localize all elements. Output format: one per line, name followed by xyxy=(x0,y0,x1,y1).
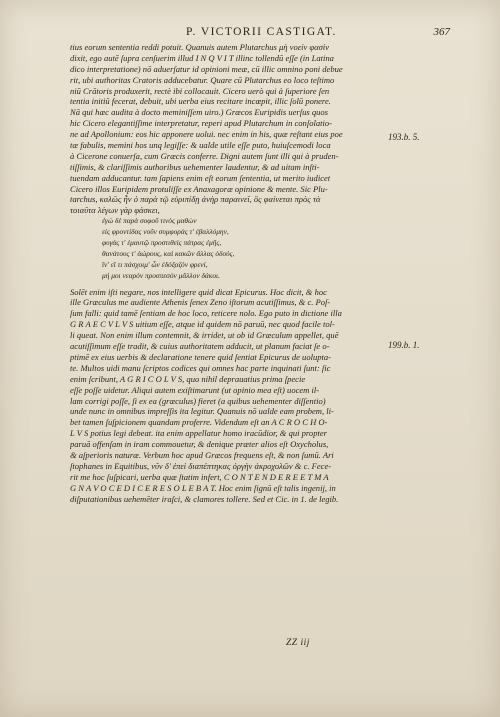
text-line: dixit, ego autē ſupra cenſuerim illud I N Q V I T illinc tollendū eſſe (in Latina xyxy=(70,52,334,63)
text-line: ne ad Apollonium: eos hic apponere uolui. nec enim in his, quæ reſtant eius poe xyxy=(70,129,343,140)
text-line: tarchus, καλῶς ἦν ὁ παρὰ τῷ εὐριπίδῃ ἀνὴρ παραινεῖ, ὃς φαίνεται πρὸς τὰ xyxy=(70,194,321,205)
body-text xyxy=(70,42,384,504)
text-line: unde nunc in omnibus impreſſis ita legitur. Quanuis nō ualde eam probem, li- xyxy=(70,406,334,417)
text-line: tuendam adducantur. tam ſapiens enim eſt eorum ſententia, ut merito iudicet xyxy=(70,172,331,183)
text-line: G N A V O C E D I C E R E S O L E B A T. Hoc enim ſignū eſt talis ingenij, in xyxy=(70,482,336,493)
verse-line: θανάτους τ' ἀώρους, καὶ κακῶν ἄλλας ὁδούς, xyxy=(102,248,235,258)
page-number: 367 xyxy=(433,26,450,38)
text-line: li queat. Non enim illum contemnit, & irridet, ut ob id Græculum appellet, quē xyxy=(70,330,339,341)
text-line: G R A E C V L V S uitium eſſe, atque id quidem nō paruū, nec quod facile tol- xyxy=(70,319,335,330)
text-line: ille Græculus me audiente Athenis ſenex Zeno iſtorum acutiſſimus, & c. Poſ- xyxy=(70,297,331,308)
running-title: P. VICTORII CASTIGAT. xyxy=(186,26,337,38)
text-line: eſſe poſſe uidetur. Aliqui autem exiſtimarunt (ut opinio mea eſt) uocem il- xyxy=(70,384,320,395)
text-line: tiſſimis, & clariſſimis authoribus uehementer laudentur, & ad uitam inſti- xyxy=(70,161,320,172)
margin-reference: 199.b. 1. xyxy=(388,340,420,350)
text-line: Nā qui hæc audita à docto meminiſſem uiro.) Græcos Euripidis uerſus quos xyxy=(70,107,328,118)
text-line: τοιαῦτα λέγων γὰρ φάσκει, xyxy=(70,205,160,216)
text-line: dico interpretatione) nō aduerſatur id opinioni meæ, cū illic omnino poni debue xyxy=(70,63,343,74)
text-line: niū Crātoris produxerit, rectè ibi collocauit. Cicero uerò qui à ſuperiore ſen xyxy=(70,85,330,96)
signature-mark: ZZ iij xyxy=(286,638,310,648)
text-line: tæ fabulis, memini hos unq legiſſe: & ualde utile eſſe puto, huiuſcemodi loca xyxy=(70,140,331,151)
verse-line: φυγάς τ' ἐμαυτῷ προστιθεὶς πάτρας ἐμῆς, xyxy=(102,238,222,248)
verse-line: μή μοι νεαρὸν προσπεσὸν μᾶλλον δάκοι. xyxy=(102,270,220,280)
text-line: & aſperioris naturæ. Verbum hoc apud Græcos frequens eſt, & non ſumū. Ari xyxy=(70,449,334,460)
text-line: Solēt enim iſti negare, nos intelligere quid dicat Epicurus. Hoc dicit, & hoc xyxy=(70,286,327,297)
text-line: lam corrigi poſſe, ſi ex ea (græculus) fieret (a quibus uehementer diſſentio) xyxy=(70,395,326,406)
text-line: te. Multos uidi manu ſcriptos codices qui omnes hac parte inquinati ſunt: ſic xyxy=(70,362,331,373)
text-line: acutiſſimum eſſe tradit, & cuius authoritatem adducit, ut planum faciat ſe o- xyxy=(70,341,330,352)
text-line: Cicero illos Euripidem protuliſſe ex Anaxagoræ opinione & mente. Sic Plu- xyxy=(70,183,328,194)
text-line: ſtophanes in Equitibus, νῦν δ' ἐπεὶ διαπέπτηκας ὀργὴν ἀκροχολῶν & c. Fece- xyxy=(70,460,332,471)
text-line: bet tamen ſuſpicionem quandam proferre. Videndum eſt an A C R O C H O- xyxy=(70,417,328,428)
text-line: enim ſcribunt, A G R I C O L V S, quo nihil deprauatius prima ſpecie xyxy=(70,373,306,384)
text-line: diſputationibus uehemēter iraſci, & clamores tollere. Sed et Cic. in 1. de legib. xyxy=(70,493,339,504)
text-line: ptimē ex eius uerbis & declaratione tenere quid ſentiat Epicurus de uolupta- xyxy=(70,351,332,362)
text-line: L V S potius legi debeat. ita enim appellatur homo iracūdior, & qui propter xyxy=(70,428,327,439)
running-head xyxy=(70,26,450,42)
text-line: tius eorum sententia reddi potuit. Quanuis autem Plutarchus μὴ νοείν φασὶν xyxy=(70,42,329,52)
text-line: rit, ubi authoritas Cratoris adducebatur. Quare cū Plutarchus eo loco teſtimo xyxy=(70,74,335,85)
text-line: à Cicerone conuerſa, cum Græcis conferre. Digni autem ſunt illi qui à pruden- xyxy=(70,150,339,161)
text-line: hic Cicero elegantiſſime interpretatur, reperi apud Plutarchum in conſolatio- xyxy=(70,118,332,129)
verse-line: εἰς φροντίδας νοῦν συμφορὰς τ' ἐβαλλόμην, xyxy=(102,227,229,237)
verse-line: ἐγὼ δὲ παρὰ σοφοῦ τινὸς μαθὼν xyxy=(102,216,197,226)
text-line: ſum falli: quid tamē ſentiam de hoc loco, reticere nolo. Ego puto in dictione illa xyxy=(70,308,342,319)
text-line: rit me hoc ſuſpicari, uerba quæ ſtatim infert, C O N T E N D E R E E T M A xyxy=(70,471,329,482)
text-line: paruā offenſam in iram commouetur, & denique præter alios eſt Oxycholus, xyxy=(70,439,329,450)
text-line: tentia initiū fecerat, debuit, ubi uerba eius recitare incœpit, illic ſolū ponere. xyxy=(70,96,331,107)
margin-reference: 193.b. 5. xyxy=(388,132,420,142)
verse-line: ἵν' εἴ τι πάσχοιμ' ὧν ἐδόξαζόν φρενί, xyxy=(102,259,208,269)
